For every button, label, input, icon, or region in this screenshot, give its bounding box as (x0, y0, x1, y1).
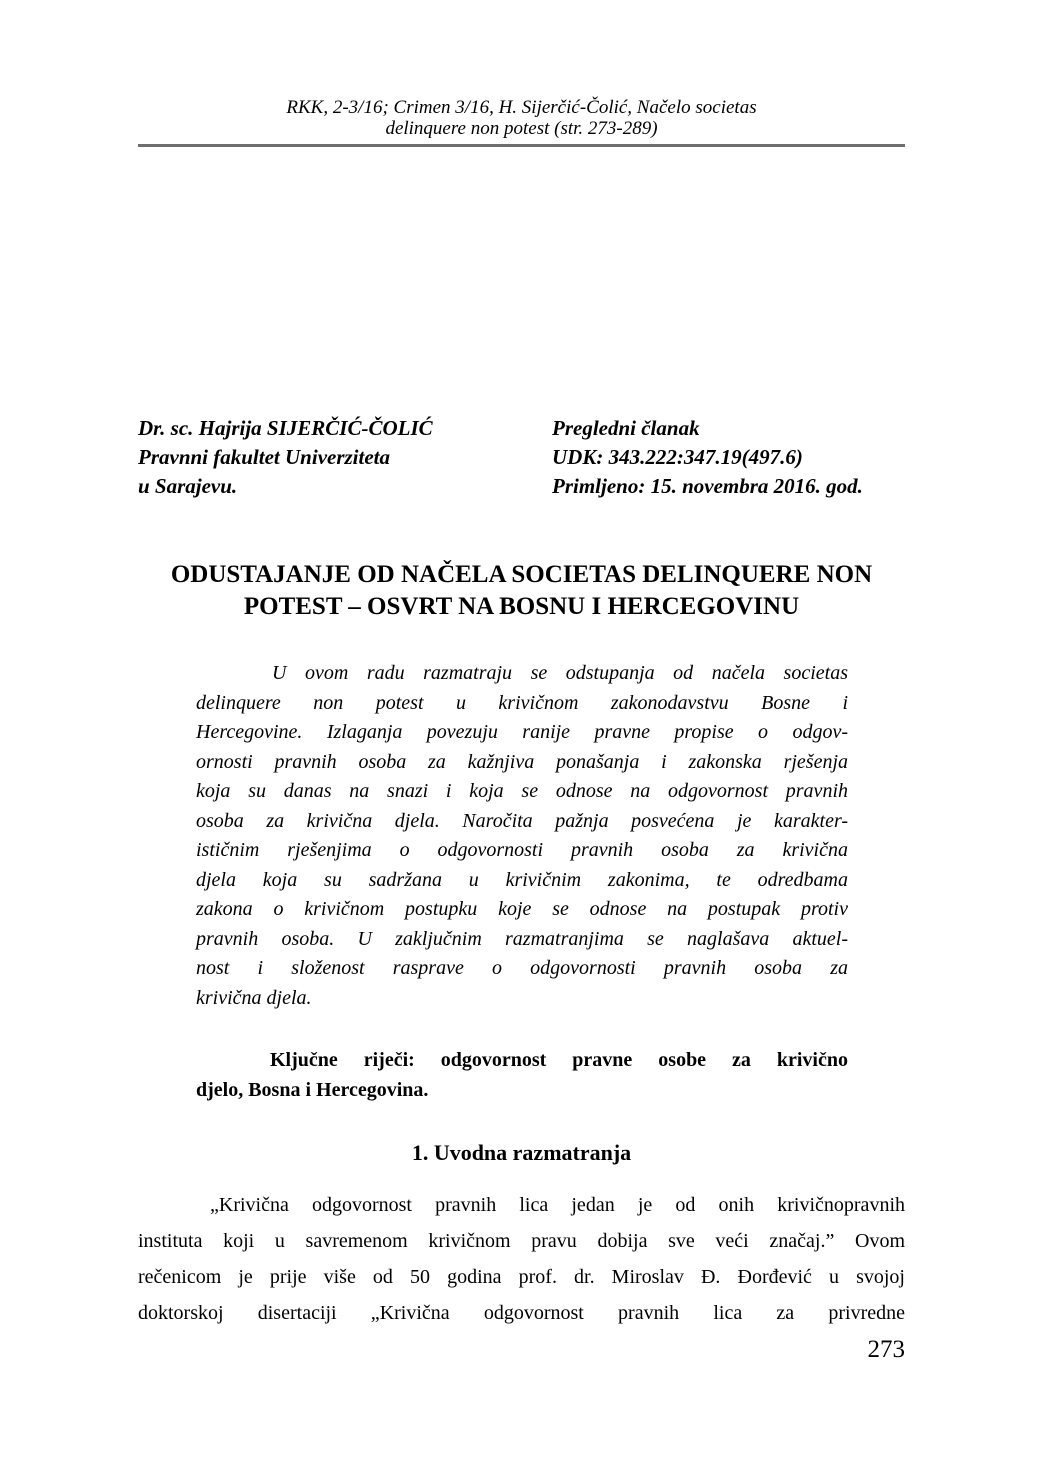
article-title-line: POTEST – OSVRT NA BOSNU I HERCEGOVINU (243, 593, 800, 620)
abstract-line: pravnih osoba. U zaključnim razmatranjima se naglašava aktuel- (196, 927, 848, 950)
author-affiliation (138, 414, 552, 501)
abstract-line: zakona o krivičnom postupku koje se odnose na postupak protiv (196, 898, 848, 920)
author-meta-block (138, 414, 905, 501)
running-header (138, 97, 905, 139)
keywords-line: djelo, Bosna i Hercegovina. (196, 1079, 429, 1101)
article-meta (552, 414, 905, 501)
abstract-line: Hercegovine. Izlaganja povezuju ranije pravne propise o odgov- (196, 721, 848, 743)
abstract-line: U ovom radu razmatraju se odstupanja od načela societas (272, 662, 848, 684)
abstract-line: osoba za krivična djela. Naročita pažnja posvećena je karakter- (196, 809, 848, 832)
article-title-line: ODUSTAJANJE OD NAČELA SOCIETAS DELINQUERE NON (170, 561, 873, 588)
author-affiliation-line: Pravnni fakultet Univerziteta (138, 445, 390, 469)
abstract (138, 659, 905, 1013)
abstract-line: ornosti pravnih osoba za kažnjiva ponašanja i zakonska rješenja (196, 750, 848, 773)
abstract-line: ističnim rješenjima o odgovornosti pravnih osoba za krivična (196, 839, 848, 861)
running-header-line: delinquere non potest (str. 273-289) (385, 118, 658, 139)
body-paragraph (138, 1187, 905, 1331)
body-text-line: „Krivična odgovornost pravnih lica jedan je od onih krivičnopravnih (210, 1194, 905, 1216)
abstract-line: djela koja su sadržana u krivičnim zakonima, te odredbama (196, 868, 848, 891)
article-meta-line: Primljeno: 15. novembra 2016. god. (552, 474, 863, 498)
body-text-line: rečenicom je prije više od 50 godina prof. dr. Miroslav Đ. Đorđević u svojoj (138, 1266, 905, 1288)
abstract-line: krivična djela. (196, 986, 312, 1009)
article-title (138, 559, 905, 623)
abstract-line: koja su danas na snazi i koja se odnose na odgovornost pravnih (196, 780, 848, 802)
article-meta-line: UDK: 343.222:347.19(497.6) (552, 445, 803, 469)
abstract-line: delinquere non potest u krivičnom zakonodavstvu Bosne i (196, 691, 848, 714)
keywords (138, 1045, 905, 1105)
running-header-line: RKK, 2-3/16; Crimen 3/16, H. Sijerčić-Čolić, Načelo societas (286, 97, 757, 118)
page-number: 273 (867, 1336, 905, 1363)
header-rule (138, 144, 905, 147)
keywords-line: Ključne riječi: odgovornost pravne osobe za krivično (270, 1049, 848, 1071)
article-meta-line: Pregledni članak (552, 416, 700, 440)
body-text-line: doktorskoj disertaciji „Krivična odgovornost pravnih lica za privredne (138, 1302, 905, 1324)
section-heading: 1. Uvodna razmatranja (411, 1140, 632, 1165)
author-affiliation-line: Dr. sc. Hajrija SIJERČIĆ-ČOLIĆ (138, 416, 433, 440)
body-text-line: instituta koji u savremenom krivičnom pravu dobija sve veći značaj.” Ovom (138, 1230, 905, 1252)
abstract-line: nost i složenost rasprave o odgovornosti pravnih osoba za (196, 957, 848, 979)
author-affiliation-line: u Sarajevu. (138, 474, 238, 498)
